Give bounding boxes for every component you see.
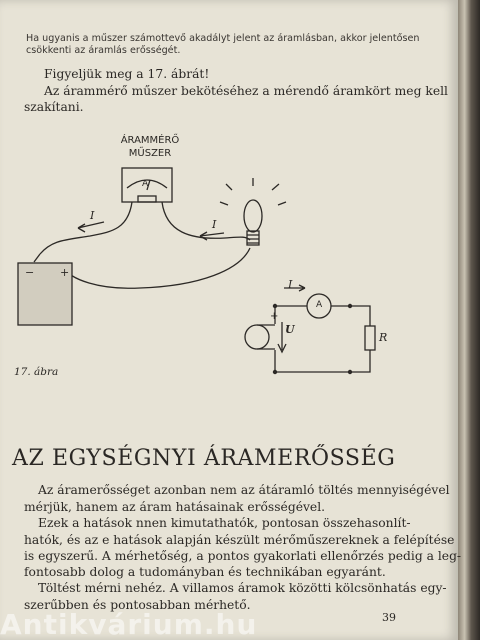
arrow-left [78,222,104,232]
meter-label-line-2: MŰSZER [128,148,172,159]
intro-line-1: Ha ugyanis a műszer számottevő akadályt jelent az áramlásban, akkor jelentősen [26,33,420,44]
meter-letter: A [142,179,149,189]
battery-minus: − [25,266,35,279]
watermark: Antikvárium.hu [0,608,258,640]
body-line-3: Ezek a hatások nnen kimutathatók, pontosan összehasonlít- [38,516,411,530]
wire-return [62,248,250,288]
schem-plus: + [270,311,279,322]
wire-left-end [34,254,40,262]
schem-top-right [331,306,370,326]
resistor-label: R [379,331,388,344]
ammeter-knob [138,196,156,202]
battery-plus: + [60,266,70,279]
current-label-right: I [212,218,217,231]
bulb-glass [244,200,262,232]
section-heading: AZ EGYSÉGNYI ÁRAMERŐSSÉG [12,446,396,471]
body-line-5: is egyszerű. A mérhetőség, a pontos gyakorlati ellenőrzés pedig a leg- [24,549,462,563]
schem-meter-letter: A [316,300,323,310]
wire-left [40,202,132,254]
bulb-rays [220,178,286,205]
schem-source [245,325,269,349]
page-number: 39 [382,611,396,624]
observe-line-1: Figyeljük meg a 17. ábrát! [44,67,210,81]
intro-line-2: csökkenti az áramlás erősségét. [26,45,181,56]
observe-line-3: szakítani. [24,100,84,114]
body-line-7: Töltést mérni nehéz. A villamos áramok közötti kölcsönhatás egy- [38,581,447,595]
body-line-2: mérjük, hanem az áram hatásainak erősségével. [24,500,326,514]
figure-caption: 17. ábra [14,366,59,378]
current-label-left: I [90,209,95,222]
body-line-4: hatók, és az e hatások alapján készült mérőműszereknek a felépítése [24,533,455,547]
meter-label-line-1: ÁRAMMÉRŐ [120,135,180,146]
body-line-8: szerűbben és pontosabban mérhető. [24,598,251,612]
schem-bottom [275,350,370,372]
schem-resistor [365,326,375,350]
voltage-label: U [285,323,295,336]
wire-right [162,202,250,240]
schem-current-label: I [288,278,293,291]
observe-line-2: Az árammérő műszer bekötéséhez a mérendő áramkört meg kell [44,84,448,98]
body-line-1: Az áramerősséget azonban nem az átáramló töltés mennyiségével [38,483,450,497]
body-line-6: fontosabb dolog a tudományban és technikában egyaránt. [24,565,386,579]
